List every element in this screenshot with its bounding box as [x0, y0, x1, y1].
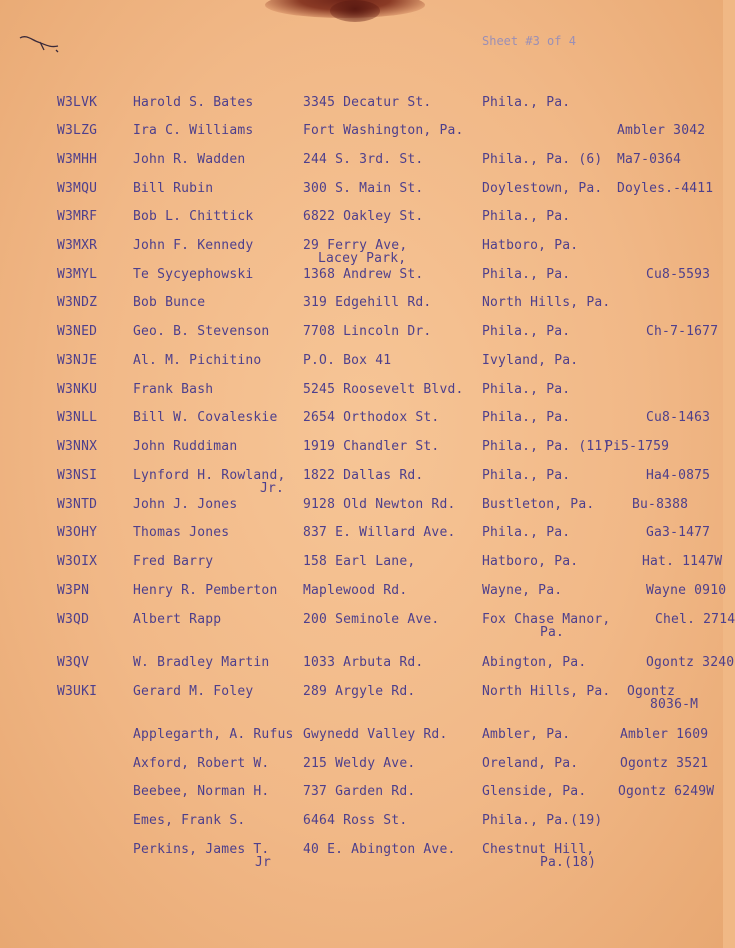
call-sign: W3MHH: [57, 152, 98, 167]
phone-number: Hat. 1147W: [642, 554, 723, 569]
street-address: 6464 Ross St.: [303, 813, 408, 828]
member-name: Axford, Robert W.: [133, 756, 270, 771]
city-state: Phila., Pa.: [482, 95, 571, 110]
city-state: Hatboro, Pa.: [482, 238, 579, 253]
member-name: W. Bradley Martin: [133, 655, 270, 670]
stain-mark-dark: [330, 0, 380, 22]
city-state-line2: Pa.: [540, 625, 565, 640]
city-state: Wayne, Pa.: [482, 583, 563, 598]
member-name: Bob L. Chittick: [133, 209, 254, 224]
street-address: 1368 Andrew St.: [303, 267, 424, 282]
sheet-number: Sheet #3 of 4: [482, 34, 576, 48]
city-state: Phila., Pa.: [482, 382, 571, 397]
street-address: 2654 Orthodox St.: [303, 410, 440, 425]
phone-number: Cu8-5593: [646, 267, 711, 282]
call-sign: W3NED: [57, 324, 98, 339]
member-name: Harold S. Bates: [133, 95, 254, 110]
phone-number: Ha4-0875: [646, 468, 711, 483]
street-address: 3345 Decatur St.: [303, 95, 432, 110]
street-address: Gwynedd Valley Rd.: [303, 727, 448, 742]
street-address: 5245 Roosevelt Blvd.: [303, 382, 464, 397]
city-state-line2: Pa.(18): [540, 855, 597, 870]
member-name: Frank Bash: [133, 382, 214, 397]
pen-scribble-mark: [18, 30, 68, 60]
street-address: 737 Garden Rd.: [303, 784, 416, 799]
city-state: Glenside, Pa.: [482, 784, 587, 799]
call-sign: W3MXR: [57, 238, 98, 253]
city-state: Phila., Pa.: [482, 209, 571, 224]
member-name: Al. M. Pichitino: [133, 353, 262, 368]
city-state: Phila., Pa.: [482, 410, 571, 425]
call-sign: W3LVK: [57, 95, 98, 110]
member-name: John J. Jones: [133, 497, 238, 512]
city-state: Hatboro, Pa.: [482, 554, 579, 569]
street-address: 1919 Chandler St.: [303, 439, 440, 454]
phone-number: Ga3-1477: [646, 525, 711, 540]
member-name: Lynford H. Rowland,: [133, 468, 286, 483]
city-state: Phila., Pa. (6): [482, 152, 603, 167]
call-sign: W3MYL: [57, 267, 98, 282]
street-address: 837 E. Willard Ave.: [303, 525, 456, 540]
member-name: Henry R. Pemberton: [133, 583, 278, 598]
call-sign: W3NSI: [57, 468, 98, 483]
member-name: Ira C. Williams: [133, 123, 254, 138]
street-address: 300 S. Main St.: [303, 181, 424, 196]
street-address: 9128 Old Newton Rd.: [303, 497, 456, 512]
member-name: Applegarth, A. Rufus: [133, 727, 294, 742]
call-sign: W3UKI: [57, 684, 98, 699]
member-name: Gerard M. Foley: [133, 684, 254, 699]
member-name: John Ruddiman: [133, 439, 238, 454]
call-sign: W3OHY: [57, 525, 98, 540]
member-name: Bob Bunce: [133, 295, 206, 310]
street-address: 289 Argyle Rd.: [303, 684, 416, 699]
call-sign: W3LZG: [57, 123, 98, 138]
phone-number: Bu-8388: [632, 497, 689, 512]
phone-number: Ogontz 3521: [620, 756, 709, 771]
call-sign: W3NKU: [57, 382, 98, 397]
city-state: Phila., Pa.: [482, 324, 571, 339]
street-address: 7708 Lincoln Dr.: [303, 324, 432, 339]
call-sign: W3NDZ: [57, 295, 98, 310]
city-state: Fox Chase Manor,: [482, 612, 611, 627]
call-sign: W3NJE: [57, 353, 98, 368]
call-sign: W3MRF: [57, 209, 98, 224]
street-address: 158 Earl Lane,: [303, 554, 416, 569]
city-state: Phila., Pa. (11): [482, 439, 611, 454]
member-name: Perkins, James T.: [133, 842, 270, 857]
street-address: P.O. Box 41: [303, 353, 392, 368]
phone-number: Ambler 1609: [620, 727, 709, 742]
city-state: Bustleton, Pa.: [482, 497, 595, 512]
street-address: 1033 Arbuta Rd.: [303, 655, 424, 670]
city-state: Abington, Pa.: [482, 655, 587, 670]
phone-number: Ma7-0364: [617, 152, 682, 167]
call-sign: W3MQU: [57, 181, 98, 196]
call-sign: W3PN: [57, 583, 90, 598]
city-state: Oreland, Pa.: [482, 756, 579, 771]
street-address: Maplewood Rd.: [303, 583, 408, 598]
call-sign: W3QD: [57, 612, 90, 627]
member-name: Emes, Frank S.: [133, 813, 246, 828]
city-state: Chestnut Hill,: [482, 842, 595, 857]
member-name: John F. Kennedy: [133, 238, 254, 253]
call-sign: W3NLL: [57, 410, 98, 425]
member-name: Fred Barry: [133, 554, 214, 569]
member-name: Geo. B. Stevenson: [133, 324, 270, 339]
phone-number: Ambler 3042: [617, 123, 706, 138]
phone-number: Ogontz 6249W: [618, 784, 715, 799]
member-name: Beebee, Norman H.: [133, 784, 270, 799]
city-state: Doylestown, Pa.: [482, 181, 603, 196]
street-address: 40 E. Abington Ave.: [303, 842, 456, 857]
city-state: Phila., Pa.: [482, 525, 571, 540]
phone-number: Wayne 0910: [646, 583, 727, 598]
street-address: 1822 Dallas Rd.: [303, 468, 424, 483]
phone-number: Ogontz: [627, 684, 676, 699]
street-address: 200 Seminole Ave.: [303, 612, 440, 627]
member-name: Albert Rapp: [133, 612, 222, 627]
city-state: North Hills, Pa.: [482, 684, 611, 699]
member-name: Te Sycyephowski: [133, 267, 254, 282]
street-address: 29 Ferry Ave,: [303, 238, 408, 253]
street-address-line2: Lacey Park,: [318, 251, 407, 266]
city-state: Phila., Pa.: [482, 267, 571, 282]
city-state: Phila., Pa.: [482, 468, 571, 483]
street-address: 6822 Oakley St.: [303, 209, 424, 224]
member-name: Bill Rubin: [133, 181, 214, 196]
city-state: Ivyland, Pa.: [482, 353, 579, 368]
street-address: 215 Weldy Ave.: [303, 756, 416, 771]
city-state: Phila., Pa.(19): [482, 813, 603, 828]
phone-number: Ogontz 3240: [646, 655, 735, 670]
member-name: John R. Wadden: [133, 152, 246, 167]
phone-number-line2: 8036-M: [650, 697, 699, 712]
city-state: North Hills, Pa.: [482, 295, 611, 310]
phone-number: Doyles.-4411: [617, 181, 714, 196]
phone-number: Cu8-1463: [646, 410, 711, 425]
street-address: 319 Edgehill Rd.: [303, 295, 432, 310]
phone-number: Ch-7-1677: [646, 324, 719, 339]
street-address: Fort Washington, Pa.: [303, 123, 464, 138]
call-sign: W3NNX: [57, 439, 98, 454]
call-sign: W3NTD: [57, 497, 98, 512]
street-address: 244 S. 3rd. St.: [303, 152, 424, 167]
call-sign: W3QV: [57, 655, 90, 670]
phone-number: Pi5-1759: [605, 439, 670, 454]
phone-number: Chel. 2714: [655, 612, 735, 627]
member-name-suffix: Jr: [255, 855, 272, 870]
call-sign: W3OIX: [57, 554, 98, 569]
member-name: Thomas Jones: [133, 525, 230, 540]
member-name: Bill W. Covaleskie: [133, 410, 278, 425]
city-state: Ambler, Pa.: [482, 727, 571, 742]
member-name-suffix: Jr.: [260, 481, 285, 496]
